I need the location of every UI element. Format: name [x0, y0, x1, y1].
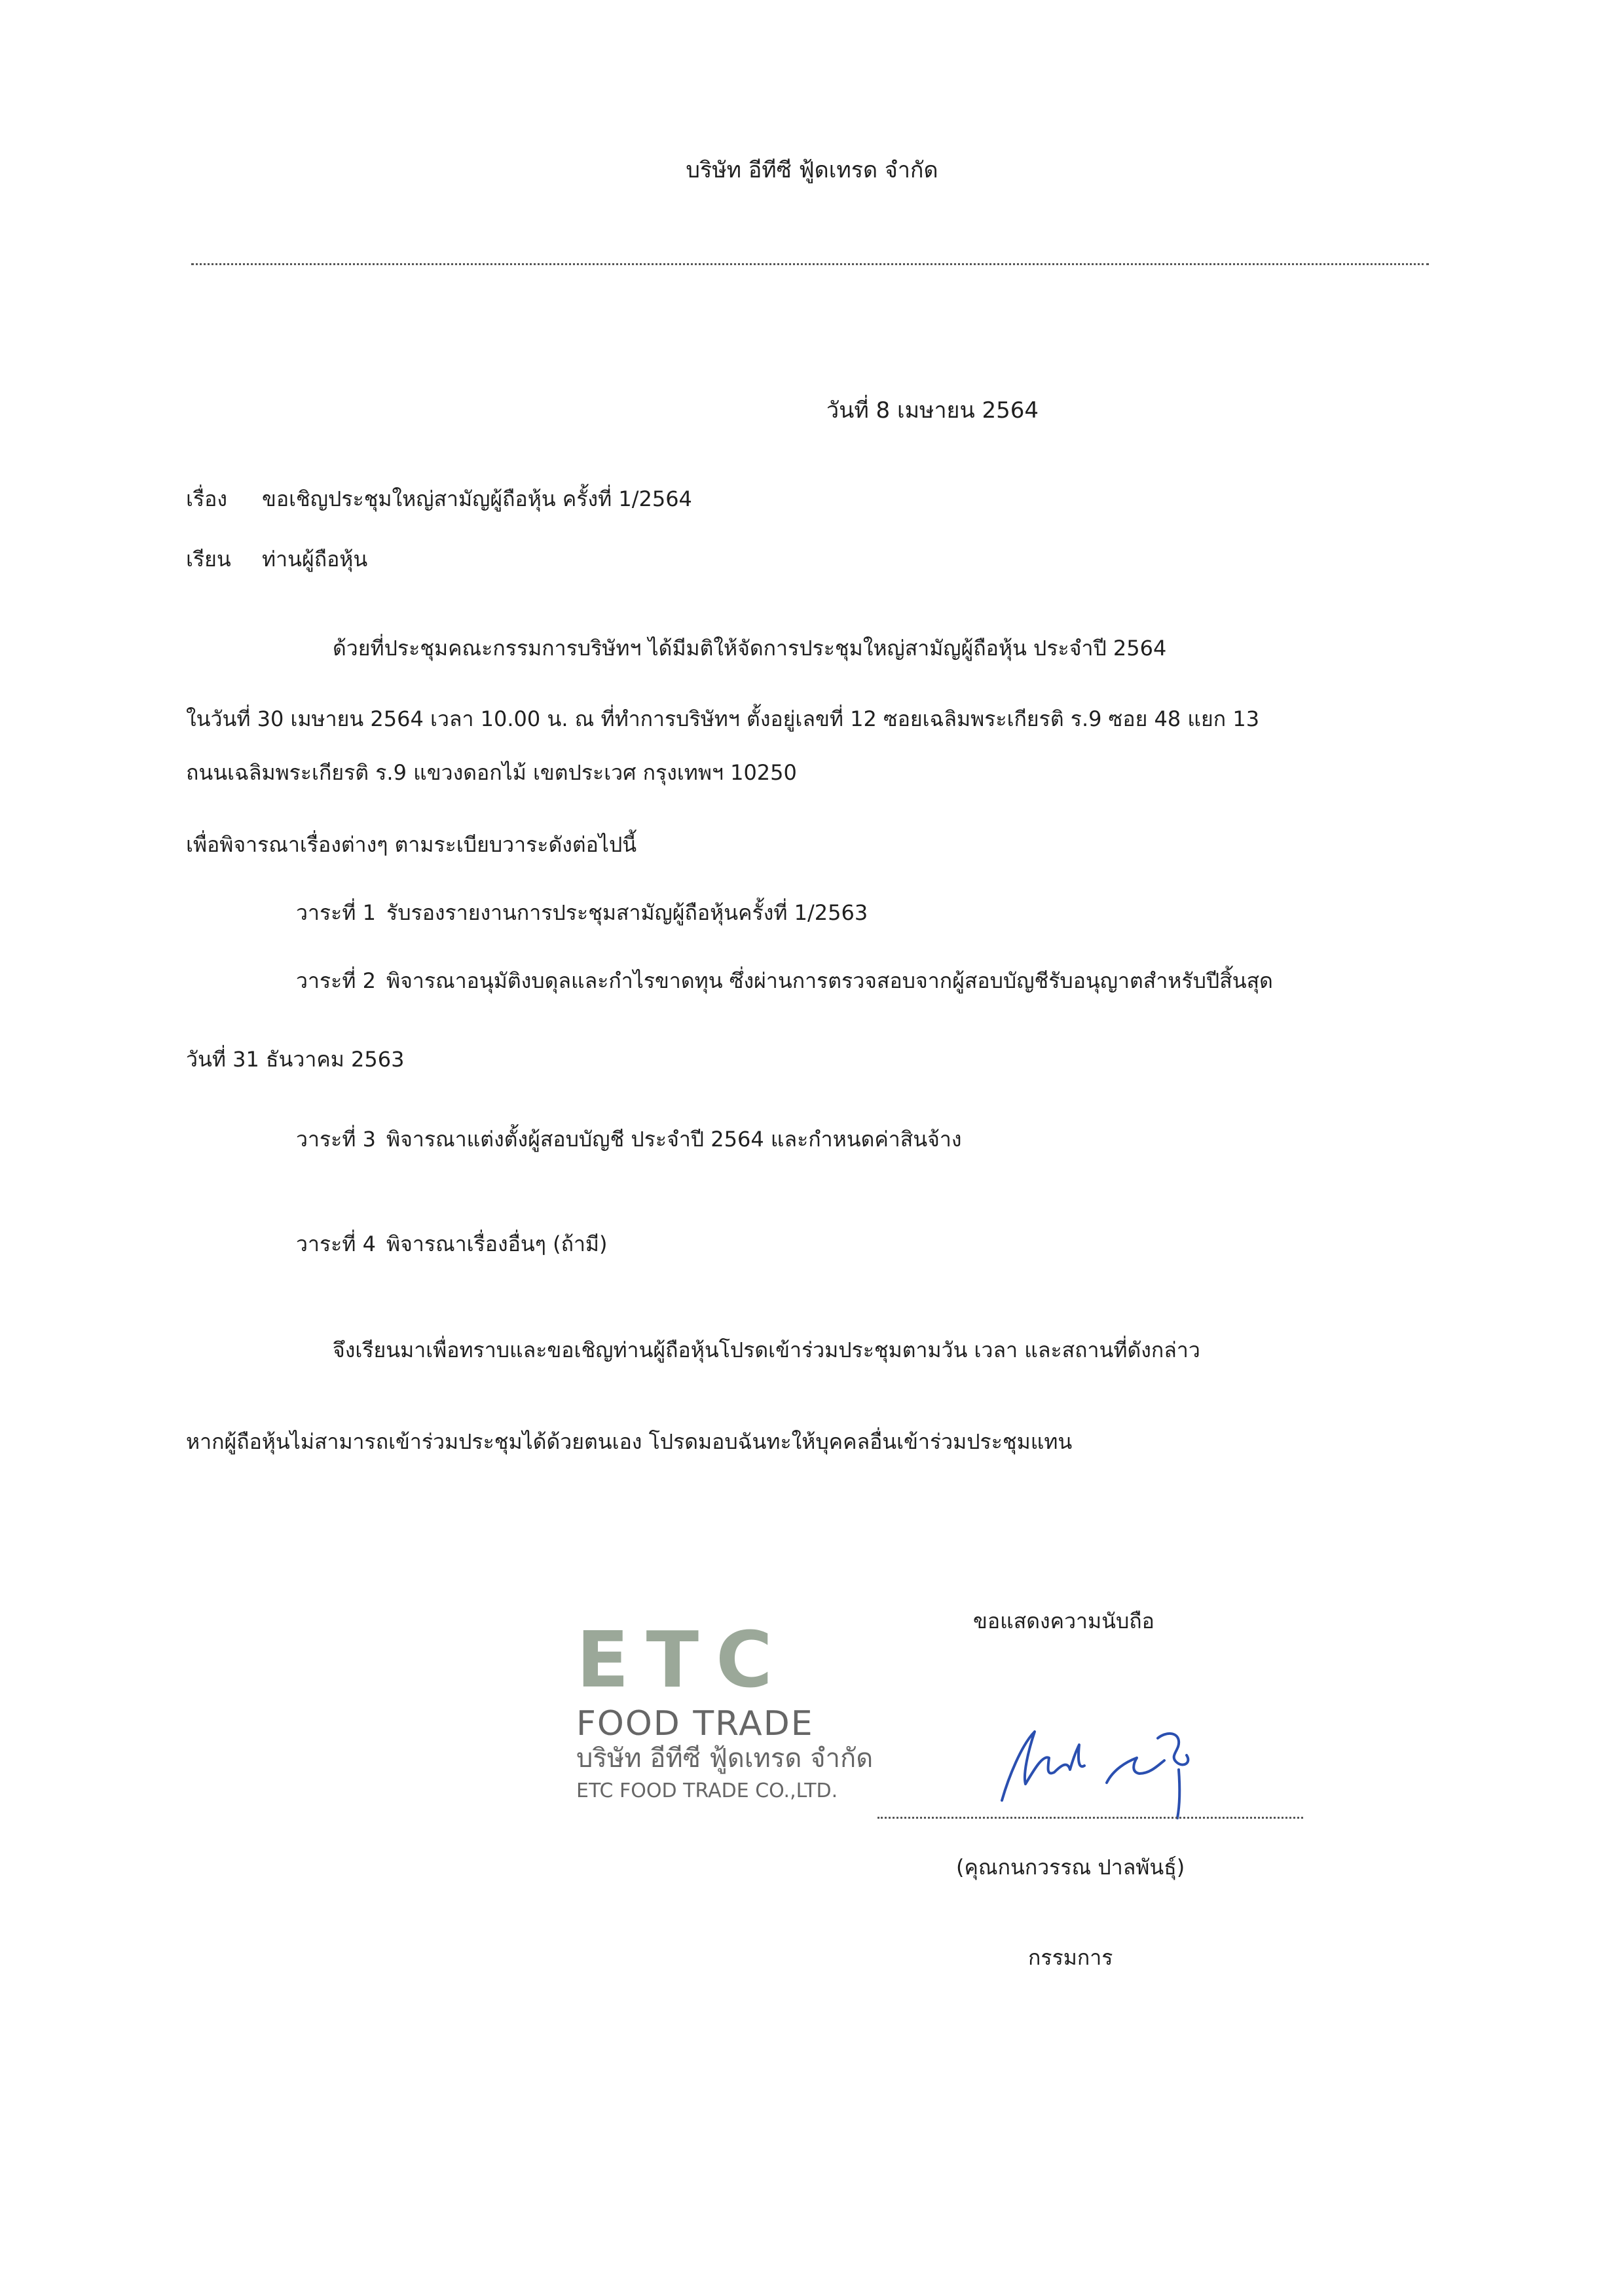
body-paragraph-line: ในวันที่ 30 เมษายน 2564 เวลา 10.00 น. ณ ที่ทำการบริษัทฯ ตั้งอยู่เลขที่ 12 ซอยเฉลิมพระเกียรติ ร.9 ซอย 48 แยก 13	[186, 706, 1260, 731]
signature-dotted-line	[877, 1817, 1303, 1819]
company-stamp	[570, 1614, 897, 1813]
regards-text: ขอแสดงความนับถือ	[973, 1609, 1154, 1633]
header-dotted-divider	[191, 263, 1429, 265]
company-header: บริษัท อีทีซี ฟู้ดเทรด จำกัด	[686, 157, 938, 183]
agenda-1-number: วาระที่ 1	[296, 900, 376, 925]
agenda-3-number: วาระที่ 3	[296, 1127, 376, 1152]
agenda-intro: เพื่อพิจารณาเรื่องต่างๆ ตามระเบียบวาระดังต่อไปนี้	[186, 832, 637, 857]
letter-date: วันที่ 8 เมษายน 2564	[826, 397, 1039, 424]
closing-line: จึงเรียนมาเพื่อทราบและขอเชิญท่านผู้ถือหุ้นโปรดเข้าร่วมประชุมตามวัน เวลา และสถานที่ดังกล่าว	[333, 1338, 1200, 1362]
agenda-2-continuation: วันที่ 31 ธันวาคม 2563	[186, 1047, 405, 1072]
signer-title: กรรมการ	[1028, 1945, 1113, 1970]
recipient-text: ท่านผู้ถือหุ้น	[262, 547, 368, 572]
closing-line: หากผู้ถือหุ้นไม่สามารถเข้าร่วมประชุมได้ด้วยตนเอง โปรดมอบฉันทะให้บุคคลอื่นเข้าร่วมประชุมแทน	[186, 1429, 1073, 1454]
agenda-3-text: พิจารณาแต่งตั้งผู้สอบบัญชี ประจำปี 2564 และกำหนดค่าสินจ้าง	[386, 1127, 962, 1152]
agenda-2-text: พิจารณาอนุมัติงบดุลและกำไรขาดทุน ซึ่งผ่านการตรวจสอบจากผู้สอบบัญชีรับอนุญาตสำหรับปีสิ้นสุด	[386, 968, 1273, 993]
stamp-line: FOOD TRADE	[576, 1704, 814, 1743]
handwritten-signature	[982, 1692, 1218, 1823]
stamp-line: บริษัท อีทีซี ฟู้ดเทรด จำกัด	[576, 1743, 874, 1774]
body-paragraph-line: ด้วยที่ประชุมคณะกรรมการบริษัทฯ ได้มีมติให้จัดการประชุมใหญ่สามัญผู้ถือหุ้น ประจำปี 2564	[333, 636, 1167, 661]
subject-text: ขอเชิญประชุมใหญ่สามัญผู้ถือหุ้น ครั้งที่ 1/2564	[262, 486, 692, 511]
agenda-4-number: วาระที่ 4	[296, 1231, 376, 1256]
body-paragraph-line: ถนนเฉลิมพระเกียรติ ร.9 แขวงดอกไม้ เขตประเวศ กรุงเทพฯ 10250	[186, 760, 797, 785]
recipient-label: เรียน	[186, 547, 231, 572]
subject-label: เรื่อง	[186, 486, 227, 511]
agenda-4-text: พิจารณาเรื่องอื่นๆ (ถ้ามี)	[386, 1231, 608, 1256]
agenda-2-number: วาระที่ 2	[296, 968, 376, 993]
agenda-1-text: รับรองรายงานการประชุมสามัญผู้ถือหุ้นครั้งที่ 1/2563	[386, 900, 868, 925]
stamp-logo: ETC	[576, 1614, 790, 1705]
stamp-line: ETC FOOD TRADE CO.,LTD.	[576, 1779, 838, 1802]
signer-name: (คุณกนกวรรณ ปาลพันธุ์)	[956, 1855, 1185, 1880]
